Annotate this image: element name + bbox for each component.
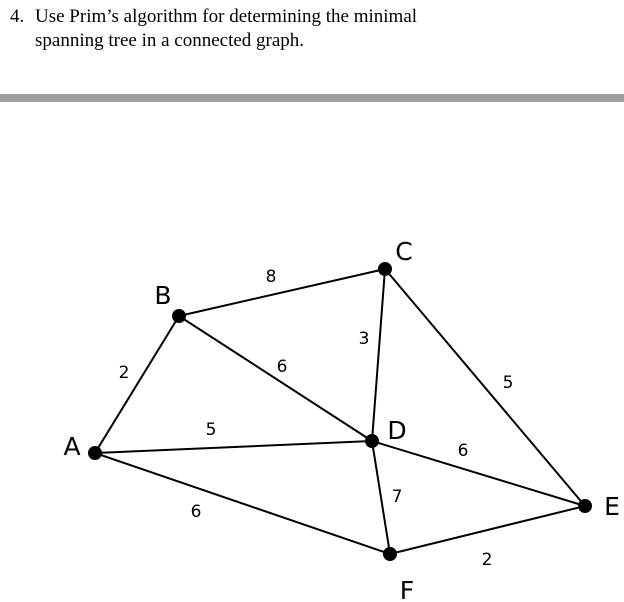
edge-weight-f-e: 2: [481, 550, 493, 570]
node-a: [88, 446, 102, 460]
edge-c-e: [385, 269, 585, 506]
edge-b-c: [179, 269, 385, 316]
edge-c-d: [372, 269, 385, 441]
edge-weight-b-d: 6: [276, 357, 288, 377]
node-label-a: A: [63, 432, 81, 461]
question-number: 4.: [10, 6, 25, 27]
node-e: [578, 499, 592, 513]
edge-weight-a-d: 5: [205, 420, 217, 440]
node-label-c: C: [395, 237, 413, 266]
graph-labels: [63, 237, 619, 602]
edge-a-f: [95, 453, 390, 554]
edge-weight-a-b: 2: [118, 363, 130, 383]
node-label-d: D: [387, 416, 407, 445]
edge-weight-b-c: 8: [265, 267, 277, 287]
edge-a-d: [95, 441, 372, 453]
edge-weight-d-e: 6: [457, 441, 469, 461]
node-d: [365, 434, 379, 448]
node-f: [383, 547, 397, 561]
node-label-f: F: [399, 576, 415, 602]
edge-weight-a-f: 6: [190, 502, 202, 522]
question-line-2: spanning tree in a connected graph.: [35, 30, 305, 51]
edge-weight-c-e: 5: [502, 373, 514, 393]
question-line-1-text: Use Prim’s algorithm for determining the minimal: [35, 6, 418, 27]
edge-d-f: [372, 441, 390, 554]
node-c: [378, 262, 392, 276]
edge-weight-c-d: 3: [358, 329, 370, 349]
node-label-b: B: [154, 281, 172, 310]
node-b: [172, 309, 186, 323]
graph-edges: [95, 269, 585, 554]
node-label-e: E: [604, 492, 620, 521]
edge-weight-d-f: 7: [391, 487, 403, 507]
edge-d-e: [372, 441, 585, 506]
edge-f-e: [390, 506, 585, 554]
edge-a-b: [95, 316, 179, 453]
